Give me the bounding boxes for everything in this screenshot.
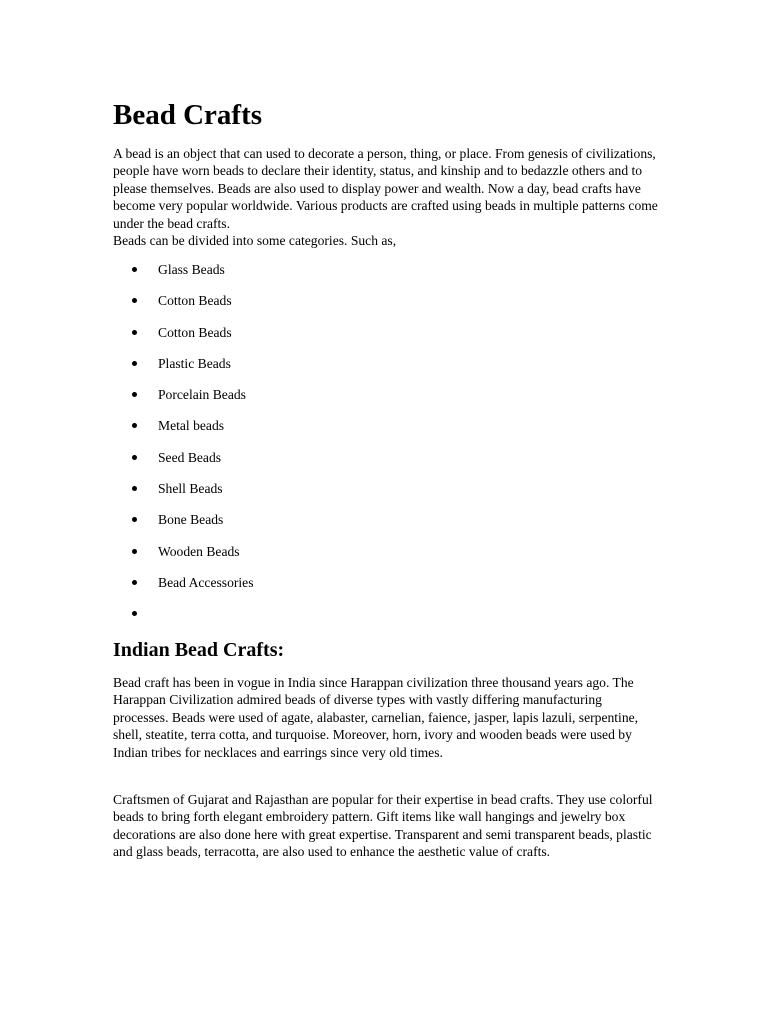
list-item: [113, 573, 254, 604]
list-item-label: Plastic Beads: [158, 355, 231, 371]
categories-line: Beads can be divided into some categories. Such as,: [113, 233, 397, 249]
bullet-icon: [132, 361, 137, 366]
list-item: [113, 448, 254, 479]
list-item-label: Cotton Beads: [158, 324, 232, 340]
list-item-label: Bead Accessories: [158, 574, 254, 590]
list-item: [113, 323, 254, 354]
list-item-label: Glass Beads: [158, 262, 225, 277]
list-item-empty: [113, 604, 254, 635]
list-item-label: Wooden Beads: [158, 543, 240, 559]
list-item-label: Bone Beads: [158, 512, 224, 528]
bullet-icon: [132, 455, 137, 460]
bullet-icon: [132, 423, 137, 428]
bullet-icon: [132, 549, 137, 554]
list-item: [113, 385, 254, 416]
intro-section: [113, 145, 658, 249]
bead-category-list: [113, 260, 254, 636]
section-paragraph-craftsmen: Craftsmen of Gujarat and Rajasthan are popular for their expertise in bead crafts. They use colorful beads to bring forth elegant embroidery pattern. Gift items like wall hangings and jewelry box decorations are also done here with great expertise. Transparent and semi transparent beads, plastic and glass beads, terracotta, are also used to enhance the aesthetic value of crafts.: [113, 792, 653, 860]
bullet-icon: [132, 580, 137, 585]
bullet-icon: [132, 330, 137, 335]
bullet-icon: [132, 517, 137, 522]
list-item: [113, 291, 254, 322]
list-item: [113, 510, 254, 541]
list-item: [113, 354, 254, 385]
list-item-label: Shell Beads: [158, 481, 223, 497]
bullet-icon: [132, 611, 137, 616]
list-item-label: Seed Beads: [158, 449, 222, 465]
list-item: [113, 542, 254, 573]
bullet-icon: [132, 392, 137, 397]
intro-paragraph: A bead is an object that can used to decorate a person, thing, or place. From genesis of civilizations, people have worn beads to declare their identity, status, and kinship and to bedazzle others and to please themselves. Beads are also used to display power and wealth. Now a day, bead crafts have become very popular worldwide. Various products are crafted using beads in multiple patterns come under the bead crafts.: [113, 146, 658, 231]
list-item: [113, 479, 254, 510]
section-paragraph-harappan: Bead craft has been in vogue in India since Harappan civilization three thousand years ago. The Harappan Civilization admired beads of diverse types with vastly differing manufacturing processes. Beads were used of agate, alabaster, carnelian, faience, jasper, lapis lazuli, serpentine, shell, steatite, terra cotta, and turquoise. Moreover, horn, ivory and wooden beads were used by Indian tribes for necklaces and earrings since very old times.: [113, 675, 639, 760]
list-item: [113, 416, 254, 447]
bullet-icon: [132, 486, 137, 491]
bullet-icon: [132, 267, 137, 272]
bullet-icon: [132, 298, 137, 303]
list-item: [113, 260, 254, 291]
list-item-label: Metal beads: [158, 418, 225, 434]
list-item-label: Cotton Beads: [158, 293, 232, 309]
list-item-label: Porcelain Beads: [158, 387, 246, 403]
page-title: Bead Crafts: [113, 99, 263, 131]
section-heading: Indian Bead Crafts:: [113, 639, 285, 661]
